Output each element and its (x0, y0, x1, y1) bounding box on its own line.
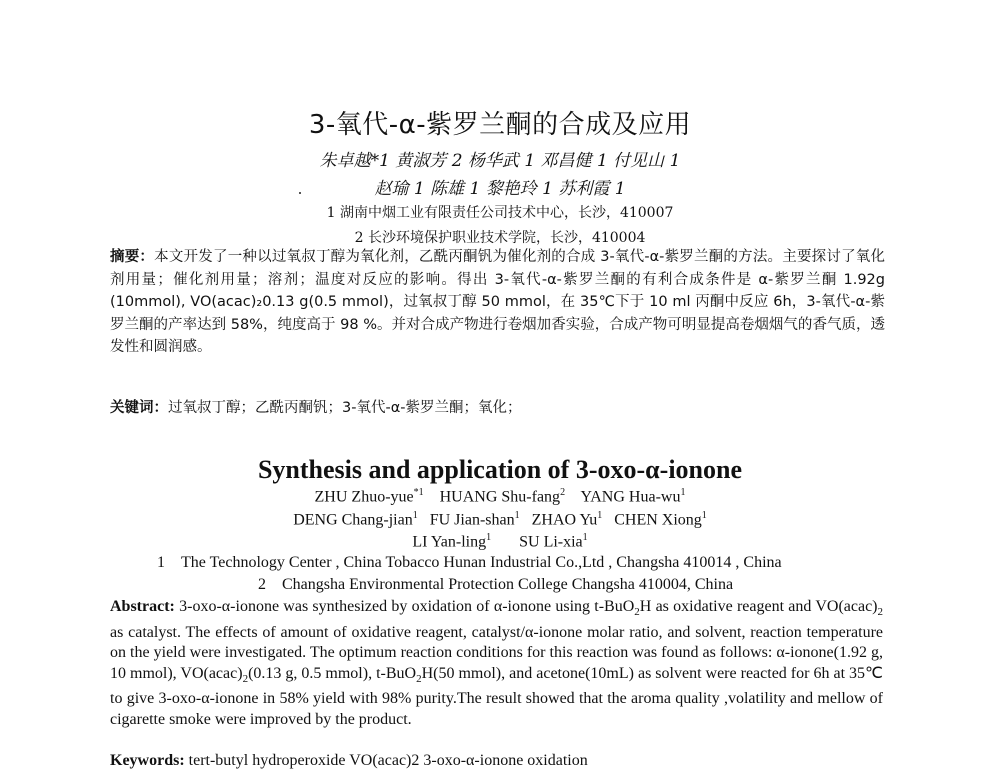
chinese-title: 3-氧代-α-紫罗兰酮的合成及应用 (308, 110, 692, 140)
chinese-authors-line-2: 赵瑜 1 陈雄 1 黎艳玲 1 苏利霞 1 (374, 179, 626, 199)
author-affiliation-mark: 1 (680, 487, 686, 498)
author-affiliation-mark: 1 (486, 532, 492, 543)
author-name: FU Jian-shan (429, 511, 515, 529)
chinese-keywords-label: 关键词： (110, 400, 168, 416)
chinese-abstract-label: 摘要： (110, 249, 155, 265)
abstract-text-part: 3-oxo-α-ionone was synthesized by oxidation of α-ionone using t-BuO (174, 598, 635, 615)
english-title: Synthesis and application of 3-oxo-α-ionone (257, 455, 743, 484)
chinese-authors-line-1: 朱卓越*1 黄淑芳 2 杨华武 1 邓昌健 1 付见山 1 (319, 151, 681, 171)
author-name: HUANG Shu-fang (439, 488, 561, 506)
affiliation-number: 1 (157, 554, 165, 571)
english-authors-line-1 (0, 487, 1000, 506)
english-affiliation-1 (157, 554, 782, 572)
subscript: 2 (242, 672, 249, 685)
abstract-text-part: as catalyst. The effects of amount of oxidative reagent, catalyst/α-ionone molar ratio, and solvent, reaction temperature on the yield were investigated. The optimum reaction conditions for this reaction was found as follows: α-ionone(1.92 g, 10 mmol), VO(acac) (110, 623, 883, 682)
english-keywords (110, 752, 588, 770)
author-affiliation-mark: 1 (582, 532, 588, 543)
chinese-abstract-text: 本文开发了一种以过氧叔丁醇为氧化剂，乙酰丙酮钒为催化剂的合成 3-氧代-α-紫罗兰酮的方法。主要探讨了氧化剂用量；催化剂用量；溶剂；温度对反应的影响。得出 3-氧代-α-紫罗兰酮的有利合成条件是 α-紫罗兰酮 1.92g (10mmol), VO(acac)₂0.13 g(0.5 mmol)，过氧叔丁醇 50 mmol，在 35℃下于 10 ml 丙酮中反应 6h，3-氧代-α-紫罗兰酮的产率达到 58%，纯度高于 98 %。并对合成产物进行卷烟加香实验，合成产物可明显提高卷烟烟气的香气质，透发性和圆润感。 (110, 249, 886, 355)
english-abstract-label: Abstract: (110, 598, 175, 615)
english-authors-line-2 (0, 510, 1000, 529)
chinese-keywords (110, 396, 521, 417)
chinese-keywords-text: 过氧叔丁醇；乙酰丙酮钒；3-氧代-α-紫罗兰酮；氧化； (168, 400, 522, 416)
english-affiliation-2 (258, 576, 733, 594)
affiliation-number: 2 (258, 576, 266, 593)
english-abstract (110, 597, 883, 730)
author-name: CHEN Xiong (614, 511, 702, 529)
author-affiliation-mark: 2 (560, 487, 566, 498)
abstract-text-part: H as oxidative reagent and VO(acac) (639, 598, 878, 615)
author-name: DENG Chang-jian (293, 511, 413, 529)
affiliation-text: Changsha Environmental Protection College Changsha 410004, China (282, 576, 734, 593)
author-name: LI Yan-ling (412, 533, 487, 551)
chinese-affiliation-2: 2 长沙环境保护职业技术学院，长沙，410004 (354, 230, 646, 246)
subscript: 2 (877, 606, 883, 619)
author-affiliation-mark: 1 (514, 510, 520, 521)
english-keywords-label: Keywords: (110, 752, 185, 769)
author-name: ZHAO Yu (531, 511, 598, 529)
stray-dot (299, 192, 301, 194)
author-name: YANG Hua-wu (580, 488, 681, 506)
abstract-text-part: H(50 mmol), and acetone(10mL) as solvent were reacted for 6h at 35℃ to give 3-oxo-α-ionone in 58% yield with 98% purity.The result showed that the aroma quality ,volatility and mellow of cigarette smoke were improved by the product. (110, 664, 884, 728)
english-keywords-text: tert-butyl hydroperoxide VO(acac)2 3-oxo-α-ionone oxidation (188, 752, 588, 769)
author-name: SU Li-xia (519, 533, 583, 551)
affiliation-text: The Technology Center , China Tobacco Hunan Industrial Co.,Ltd , Changsha 410014 , China (181, 554, 782, 571)
author-name: ZHU Zhuo-yue (314, 488, 414, 506)
author-affiliation-mark: *1 (413, 487, 424, 498)
abstract-text-part: (0.13 g, 0.5 mmol), t-BuO (248, 664, 417, 682)
author-affiliation-mark: 1 (597, 510, 603, 521)
subscript: 2 (634, 606, 640, 619)
author-affiliation-mark: 1 (412, 510, 418, 521)
chinese-affiliation-1: 1 湖南中烟工业有限责任公司技术中心，长沙，410007 (326, 205, 674, 221)
chinese-abstract (110, 246, 885, 359)
english-authors-line-3 (0, 532, 1000, 551)
author-affiliation-mark: 1 (701, 510, 707, 521)
subscript: 2 (416, 672, 422, 685)
